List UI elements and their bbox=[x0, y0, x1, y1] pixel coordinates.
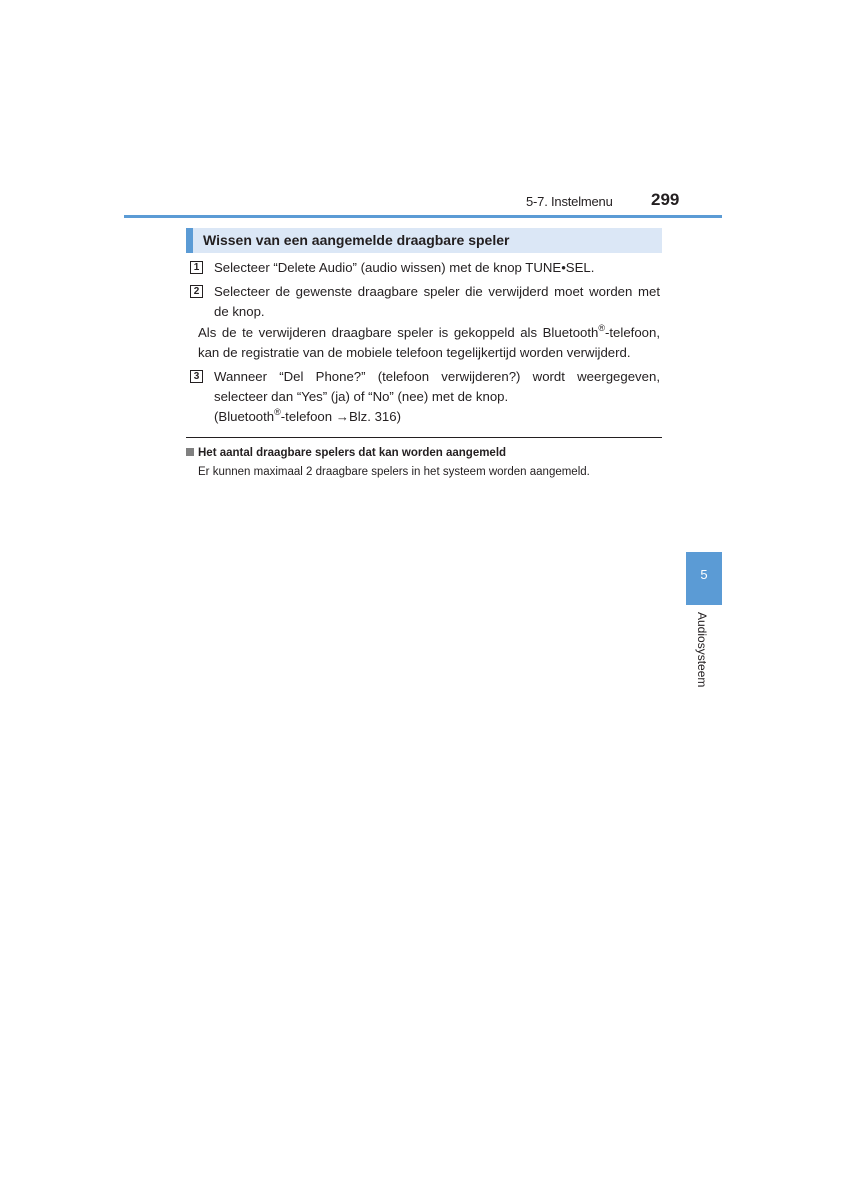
note-text-b: -telefoon, kan de registratie van de mobiele telefoon tegelijkertijd worden verwijderd. bbox=[198, 325, 660, 360]
step-2-note bbox=[198, 323, 660, 363]
square-bullet-icon bbox=[186, 448, 194, 456]
subsection-heading bbox=[186, 447, 506, 459]
section-heading: Wissen van een aangemelde draagbare speler bbox=[203, 232, 510, 248]
section-heading-bar bbox=[186, 228, 662, 253]
page-number: 299 bbox=[651, 190, 680, 209]
subsection-body: Er kunnen maximaal 2 draagbare spelers in het systeem worden aangemeld. bbox=[198, 466, 590, 478]
step-3-instruction: Wanneer “Del Phone?” (telefoon verwijderen?) wordt weergegeven, selecteer dan “Yes” (ja) of “No” (nee) met de knop. bbox=[214, 369, 660, 404]
step-text-3 bbox=[214, 367, 660, 427]
step-text-2: Selecteer de gewenste draagbare speler die verwijderd moet worden met de knop. bbox=[214, 284, 660, 319]
step-text-1: Selecteer “Delete Audio” (audio wissen) met de knop TUNE•SEL. bbox=[214, 260, 595, 275]
step-3-ref-a: (Bluetooth bbox=[214, 409, 275, 424]
section-divider bbox=[186, 437, 662, 438]
section-title: 5-7. Instelmenu bbox=[526, 194, 613, 209]
step-3-ref-b: -telefoon →Blz. 316) bbox=[280, 409, 401, 424]
step-number-1: 1 bbox=[190, 261, 203, 274]
step-3 bbox=[190, 367, 660, 427]
header-rule bbox=[124, 215, 722, 218]
step-1 bbox=[190, 258, 660, 278]
subsection-title: Het aantal draagbare spelers dat kan worden aangemeld bbox=[198, 447, 507, 459]
note-text-a: Als de te verwijderen draagbare speler is gekoppeld als Bluetooth bbox=[198, 325, 599, 340]
chapter-tab: 5 bbox=[686, 552, 722, 605]
step-number-2: 2 bbox=[190, 285, 203, 298]
registered-mark: ® bbox=[274, 407, 281, 417]
chapter-tab-label: Audiosysteem bbox=[695, 612, 709, 688]
step-2 bbox=[190, 282, 660, 322]
registered-mark: ® bbox=[598, 323, 605, 333]
step-number-3: 3 bbox=[190, 370, 203, 383]
